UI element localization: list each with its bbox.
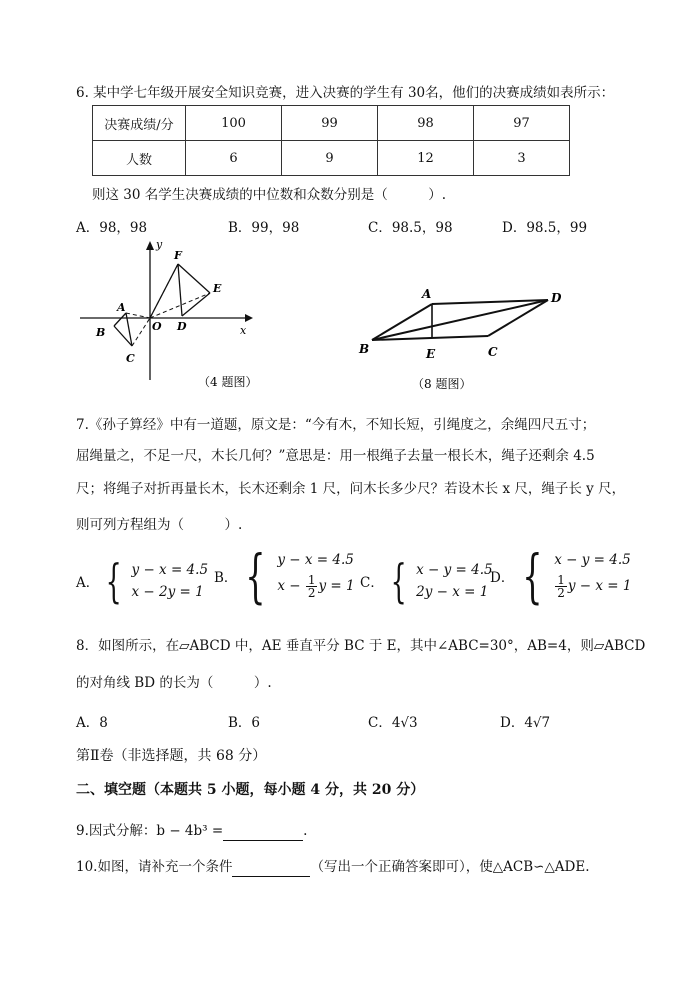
table-cell: 9 [282, 141, 378, 176]
fig8-caption: （8 题图） [412, 377, 472, 391]
fig8-label-b: B [359, 342, 370, 356]
q8-option-b: B．6 [228, 715, 261, 731]
brace-icon: { [245, 541, 267, 610]
table-cell: 决赛成绩/分 [93, 106, 186, 141]
equation-part: y − x = 1 [567, 578, 632, 594]
fig8-label-a: A [422, 287, 432, 301]
option-label: C． [360, 575, 384, 591]
table-cell: 3 [474, 141, 570, 176]
fig4-label-y: y [156, 238, 163, 251]
fraction-denominator: 2 [307, 586, 316, 600]
q8-option-a: A．8 [76, 715, 108, 731]
equation [554, 574, 631, 599]
option-label: D． [490, 569, 515, 586]
equation-part: x − [277, 578, 305, 594]
table-cell: 97 [474, 106, 570, 141]
fig4-label-d: D [177, 320, 187, 333]
figure-8 [352, 282, 572, 394]
fraction-denominator: 2 [557, 586, 565, 600]
fig4-label-e: E [213, 282, 222, 295]
equation: x − y = 4.5 [416, 562, 493, 578]
equation-part: y = 1 [318, 578, 355, 594]
q10 [76, 858, 590, 877]
fig8-label-d: D [551, 291, 562, 305]
q6-option-a: A．98，98 [76, 220, 148, 236]
equation: x − 2y = 1 [131, 584, 204, 600]
fraction-numerator: 1 [307, 573, 316, 587]
fig4-label-f: F [174, 249, 182, 262]
fig8-label-e: E [426, 347, 436, 361]
table-cell: 12 [378, 141, 474, 176]
fig4-label-b: B [96, 326, 106, 339]
q10-pre: 10.如图，请补充一个条件 [76, 859, 233, 875]
section-heading: 二、填空题（本题共 5 小题，每小题 4 分，共 20 分） [76, 782, 425, 798]
brace-icon: { [522, 541, 543, 610]
fig4-label-c: C [126, 352, 135, 365]
q10-post: （写出一个正确答案即可），使△ACB∽△ADE. [310, 859, 590, 875]
answer-blank[interactable] [223, 822, 303, 841]
q7-line-2: 屈绳量之，不足一尺，木长几何？”意思是：用一根绳子去量一根长木，绳子还剩余 4.5 [76, 448, 595, 464]
q6-option-d: D．98.5，99 [502, 220, 588, 236]
q8-line-2: 的对角线 BD 的长为（ ）. [76, 675, 272, 691]
fig4-label-a: A [117, 301, 126, 314]
score-table [92, 105, 570, 176]
q6-option-b: B．99，98 [228, 220, 300, 236]
q9-text: 9.因式分解：b − 4b³ = [76, 823, 224, 839]
fig4-label-x: x [240, 324, 247, 337]
section-part2: 第Ⅱ卷（非选择题，共 68 分） [76, 748, 267, 764]
q8-option-c: C．4√3 [368, 715, 418, 731]
q7-line-1: 7.《孙子算经》中有一道题，原文是：“今有木，不知长短，引绳度之，余绳四尺五寸； [76, 417, 596, 433]
fig8-label-c: C [488, 345, 498, 359]
q7-option-b [214, 541, 355, 610]
q7-line-4: 则可列方程组为（ ）. [76, 517, 243, 533]
q6-stem: 6. 某中学七年级开展安全知识竞赛，进入决赛的学生有 30名，他们的决赛成绩如表所示： [76, 85, 615, 101]
q9 [76, 822, 307, 841]
fraction-numerator: 1 [557, 573, 565, 587]
table-row [93, 141, 570, 176]
brace-icon: { [390, 554, 407, 608]
equation: y − x = 4.5 [277, 552, 354, 568]
q9-end: . [303, 823, 308, 839]
table-cell: 99 [282, 106, 378, 141]
equation: x − y = 4.5 [554, 552, 631, 568]
table-row [93, 106, 570, 141]
equation: y − x = 4.5 [131, 562, 209, 578]
q6-question: 则这 30 名学生决赛成绩的中位数和众数分别是（ ）. [92, 187, 447, 203]
equation [277, 574, 354, 599]
q7-option-d [490, 541, 632, 610]
fraction [555, 574, 567, 599]
equation: 2y − x = 1 [416, 584, 489, 600]
option-label: B． [214, 569, 238, 586]
option-label: A． [76, 575, 100, 591]
table-cell: 6 [186, 141, 282, 176]
table-cell: 100 [186, 106, 282, 141]
q8-option-d: D．4√7 [500, 715, 551, 731]
figure-4 [70, 238, 270, 393]
answer-blank[interactable] [232, 858, 310, 877]
q6-option-c: C．98.5，98 [368, 220, 453, 236]
fraction [306, 574, 318, 599]
fig4-label-o: O [152, 320, 162, 333]
q7-line-3: 尺；将绳子对折再量长木，长木还剩余 1 尺，问木长多少尺？若设木长 x 尺，绳子长 y 尺， [76, 481, 626, 497]
table-cell: 98 [378, 106, 474, 141]
fig4-caption: （4 题图） [198, 375, 258, 389]
q7-option-a [76, 554, 209, 608]
table-cell: 人数 [93, 141, 186, 176]
brace-icon: { [105, 554, 122, 608]
q8-line-1: 8．如图所示，在▱ABCD 中，AE 垂直平分 BC 于 E，其中∠ABC=30°，AB=4，则▱ABCD [76, 638, 646, 654]
q7-option-c [360, 554, 493, 608]
